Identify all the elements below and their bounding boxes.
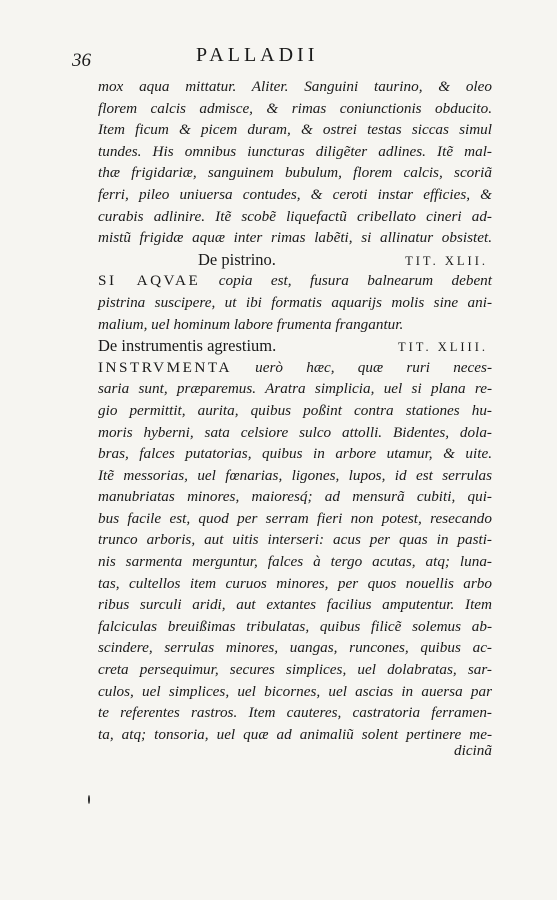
running-head: PALLADII bbox=[196, 44, 319, 66]
text-line: florem calcis admisce, & rimas coniunctionis obducito. bbox=[98, 99, 492, 117]
text-line: ta, atq; tonsoria, uel quæ ad animaliũ solent pertinere me- bbox=[98, 725, 492, 743]
text-line: trunco arboris, aut uitis interseri: acus per quas in pasti- bbox=[98, 531, 492, 549]
text-line: mistũ frigidæ aquæ inter rimas labẽti, si allinatur obsistet. bbox=[98, 229, 492, 247]
section-lead: SI AQVAE bbox=[98, 272, 201, 290]
text-line bbox=[98, 357, 492, 379]
text-line: moris hyberni, sata celsiore sulco attolli. Bidentes, dola- bbox=[98, 423, 492, 441]
catchword: dicinã bbox=[454, 742, 492, 759]
text-line: nis sarmenta merguntur, falces à tergo acutas, atq; luna- bbox=[98, 553, 492, 571]
text-line: te referentes rastros. Item cauteres, castratoria ferramen- bbox=[98, 704, 492, 722]
text-line: bras, falces putatorias, quibus in arbore utamur, & uite. bbox=[98, 445, 492, 463]
section-heading bbox=[98, 249, 492, 271]
text-line: tundes. His omnibus iuncturas diligẽter adlines. Itẽ mal- bbox=[98, 142, 492, 160]
section-lead: INSTRVMENTA bbox=[98, 358, 232, 376]
main-text bbox=[98, 76, 492, 745]
text-line: gio permittit, aurita, quibus poßint contra stationes hu- bbox=[98, 401, 492, 419]
text-line: culos, uel simplices, uel bicornes, uel ascias in auersa par bbox=[98, 682, 492, 700]
text-line bbox=[98, 270, 492, 292]
text-fragment: copia est, fusura balnearum debent bbox=[218, 272, 492, 290]
text-fragment: uerò hæc, quæ ruri neces- bbox=[255, 358, 492, 376]
text-line: Itẽ messorias, uel fœnarias, ligones, lupos, id est serrulas bbox=[98, 466, 492, 484]
text-line: pistrina suscipere, ut ibi formatis aquarijs molis sine ani- bbox=[98, 293, 492, 311]
text-line: saria sunt, præparemus. Aratra simplicia, uel si plana re- bbox=[98, 380, 492, 398]
text-line: creta persequimur, secures simplices, uel dolabratas, sar- bbox=[98, 661, 492, 679]
text-line: ferri, pileo uniuersa contudes, & ceroti instar efficies, & bbox=[98, 185, 492, 203]
text-line: curabis adlinire. Itẽ scobẽ liquefactũ cribellato cineri ad- bbox=[98, 207, 492, 225]
text-line: malium, uel hominum labore frumenta frangantur. bbox=[98, 315, 404, 333]
text-line: scindere, serrulas minores, uangas, runcones, quibus ac- bbox=[98, 639, 492, 657]
section-title: De instrumentis agrestium. bbox=[98, 336, 277, 356]
section-number: TIT. XLII. bbox=[405, 253, 488, 268]
text-line: tas, cultellos item curuos minores, per quos nouellis arbo bbox=[98, 574, 492, 592]
text-line: mox aqua mittatur. Aliter. Sanguini taurino, & oleo bbox=[98, 78, 492, 95]
section-heading bbox=[98, 335, 492, 357]
page-number: 36 bbox=[72, 50, 91, 71]
text-line: thæ frigidariæ, sanguinem bubulum, florem calcis, scoriã bbox=[98, 164, 492, 182]
ink-speck bbox=[88, 795, 90, 804]
section-title: De pistrino. bbox=[198, 249, 276, 269]
section-number: TIT. XLIII. bbox=[397, 340, 488, 355]
text-line: falciculas breuißimas tribulatas, quibus filicẽ solemus ab- bbox=[98, 617, 492, 635]
text-line: bus facile est, quod per serram fieri non potest, resecando bbox=[98, 509, 492, 527]
text-line: manubriatas minores, maioresq́; ad mensurã cubiti, qui- bbox=[98, 488, 492, 506]
text-line: Item ficum & picem duram, & ostrei testas siccas simul bbox=[98, 121, 492, 139]
text-line: ribus surculi aridi, aut extantes facilius amputentur. Item bbox=[98, 596, 492, 614]
